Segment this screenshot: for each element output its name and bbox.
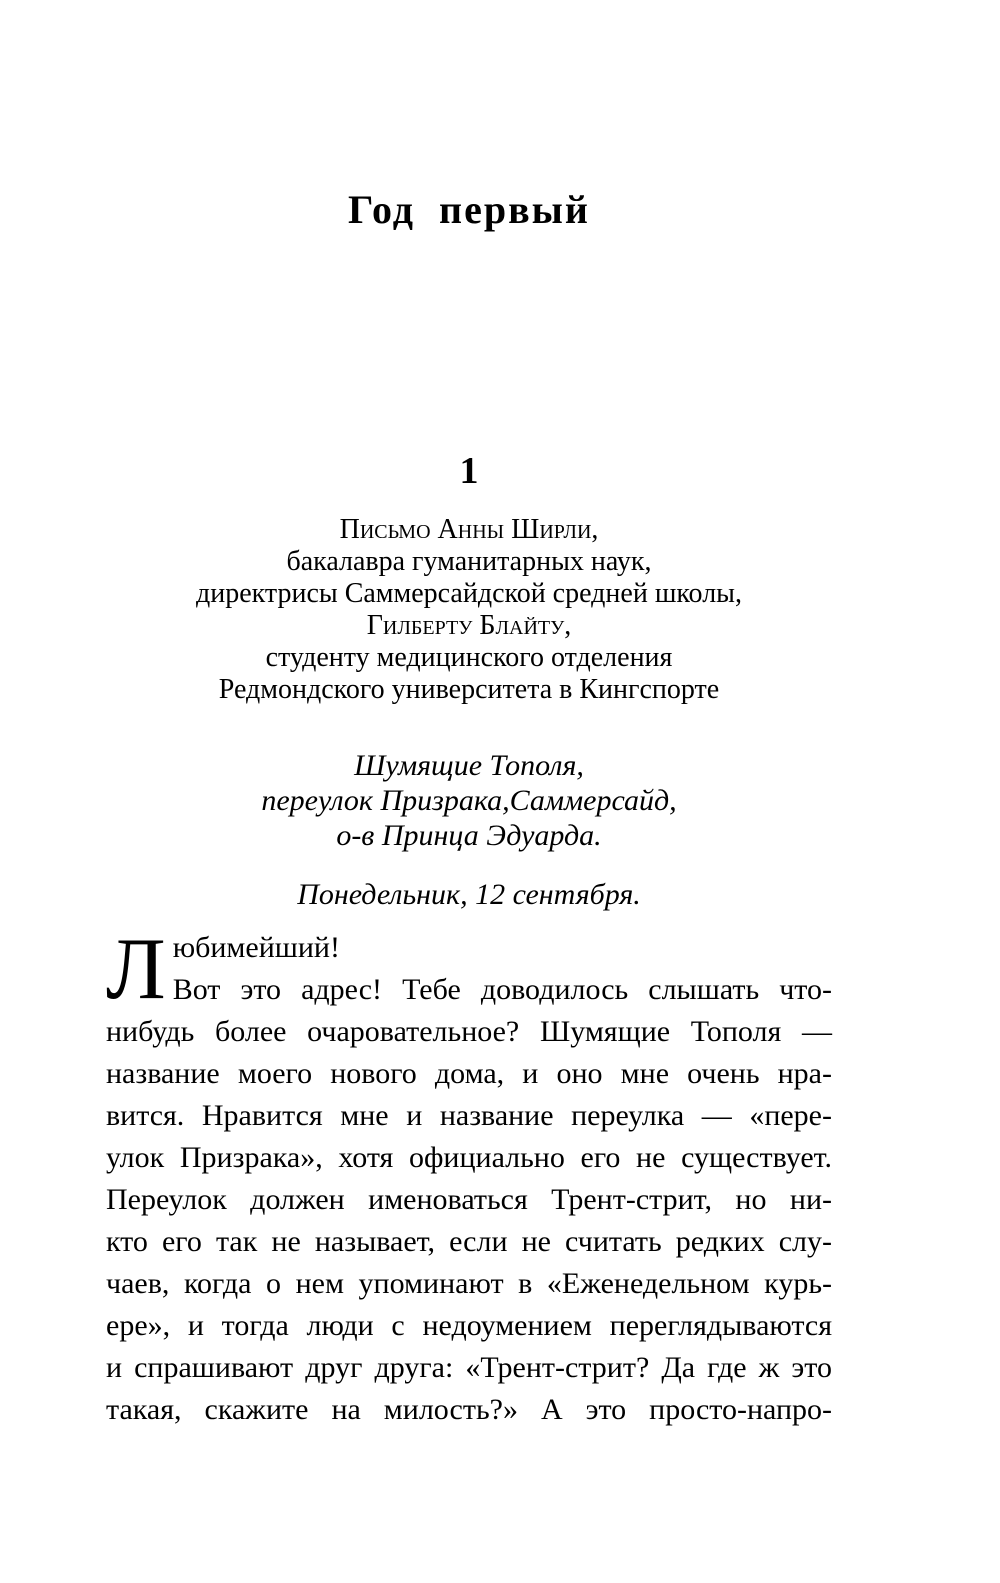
letter-dateline: Понедельник, 12 сентября. (297, 878, 641, 911)
letter-heading-line-position: директрисы Саммерсайдской средней школы, (196, 578, 742, 609)
letter-address (106, 748, 832, 853)
letter-heading-line-recipient: Гилберту Блайту, (366, 610, 572, 641)
body-line: вится. Нравится мне и название переулка — «пере- (106, 1099, 832, 1132)
body-line: чаев, когда о нем упоминают в «Еженедельном курь- (106, 1267, 832, 1300)
body-line: нибудь более очаровательное? Шумящие Тополя — (106, 1015, 832, 1048)
body-line: название моего нового дома, и оно мне очень нра- (106, 1057, 832, 1090)
letter-heading-line-sender: Письмо Анны Ширли, (339, 514, 599, 545)
address-line-house: Шумящие Тополя, (354, 749, 584, 782)
body-line: и спрашивают друг друга: «Трент-стрит? Да где ж это (106, 1351, 832, 1384)
letter-heading-line-university: Редмондского университета в Кингспорте (218, 674, 720, 705)
letter-heading (106, 514, 832, 706)
drop-cap-letter: Л (106, 921, 166, 1018)
address-line-street: переулок Призрака,Саммерсайд, (261, 784, 677, 817)
chapter-number: 1 (459, 450, 479, 492)
letter-body (106, 921, 832, 1431)
part-title: Год первый (348, 187, 590, 232)
body-line: Вот это адрес! Тебе доводилось слышать что- (172, 973, 832, 1006)
text-column (106, 188, 832, 1431)
body-line: ере», и тогда люди с недоумением переглядываются (106, 1309, 832, 1342)
body-line: Переулок должен именоваться Трент-стрит, но ни- (106, 1183, 832, 1216)
body-line: такая, скажите на милость?» А это просто-напро- (106, 1393, 832, 1426)
salutation-text: юбимейший! (172, 931, 340, 964)
body-line: улок Призрака», хотя официально его не существует. (106, 1141, 832, 1174)
address-line-island: о-в Принца Эдуарда. (336, 819, 602, 852)
letter-heading-line-student: студенту медицинского отделения (265, 642, 673, 673)
letter-heading-line-degree: бакалавра гуманитарных наук, (286, 546, 652, 577)
body-line: кто его так не называет, если не считать редких слу- (106, 1225, 832, 1258)
